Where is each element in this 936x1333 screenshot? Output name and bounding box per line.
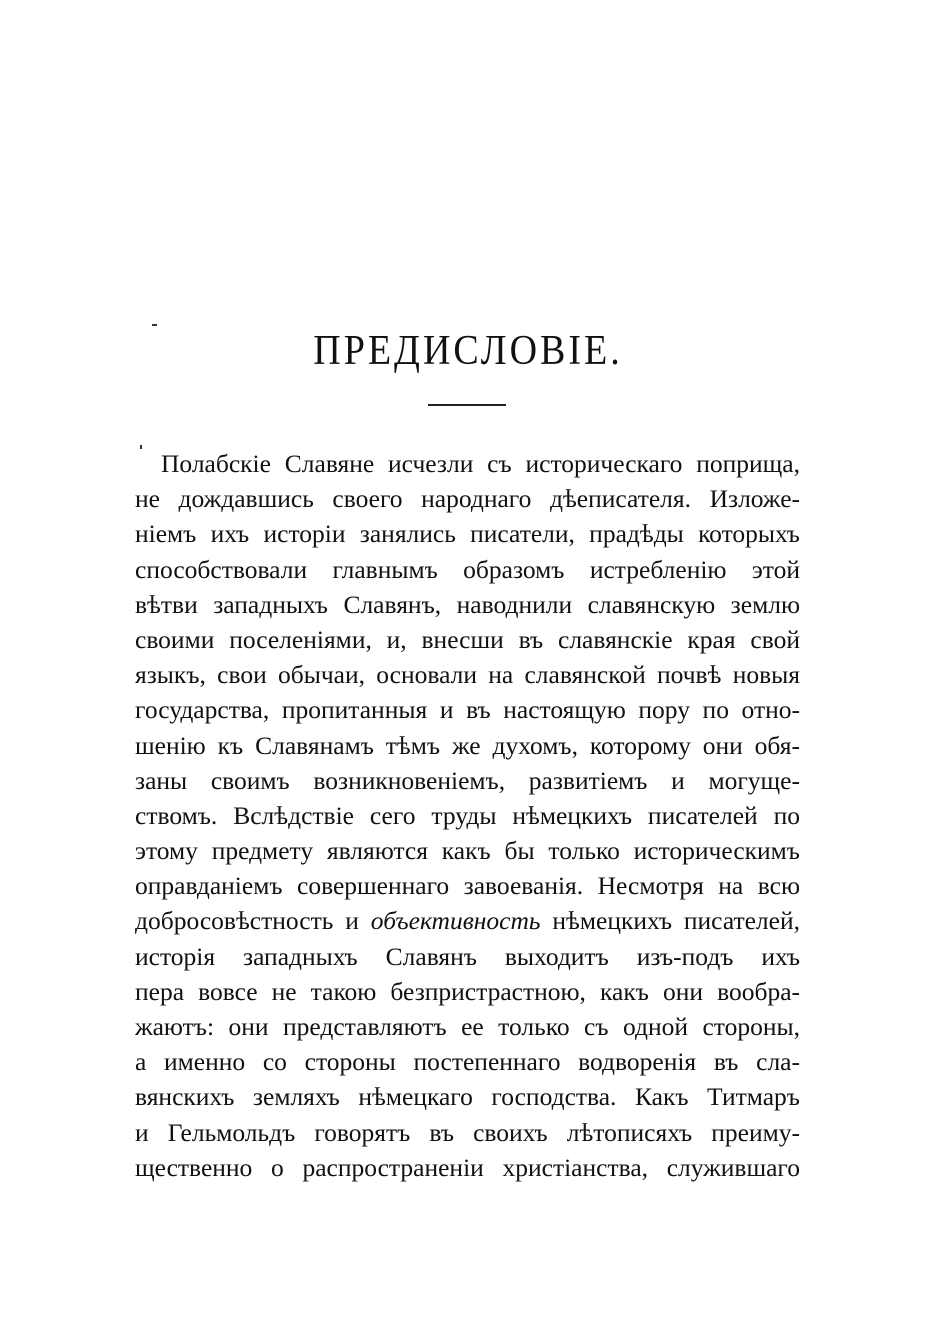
text-line: государства, пропитанныя и въ настоящую пору по отно- xyxy=(135,695,800,725)
text-line: а именно со стороны постепеннаго водворенія въ сла- xyxy=(135,1047,800,1077)
text-line: щественно о распространеніи христіанства, служившаго xyxy=(135,1152,800,1182)
title-divider xyxy=(428,404,506,406)
preface-text xyxy=(135,446,800,1185)
text-segment: добросовѣстность и xyxy=(135,906,371,936)
text-line: жаютъ: они представляютъ ее только съ одной стороны, xyxy=(135,1012,800,1041)
text-line: оправданіемъ совершеннаго завоеванія. Несмотря на всю xyxy=(135,871,800,901)
text-line: шенію къ Славянамъ тѣмъ же духомъ, которому они обя- xyxy=(135,730,800,760)
text-line: Полабскіе Славяне исчезли съ историческаго поприща, xyxy=(161,449,800,478)
text-line: исторія западныхъ Славянъ выходитъ изъ-подъ ихъ xyxy=(135,941,800,971)
emphasized-word: объективность xyxy=(370,906,541,936)
text-line: своими поселеніями, и, внесши въ славянскіе края свой xyxy=(135,624,800,654)
text-line: вянскихъ земляхъ нѣмецкаго господства. Какъ Титмаръ xyxy=(135,1082,800,1112)
text-line: и Гельмольдъ говорятъ въ своихъ лѣтописяхъ преиму- xyxy=(135,1117,800,1147)
page-title: ПРЕДИСЛОВІЕ. xyxy=(313,327,623,375)
text-line: языкъ, свои обычаи, основали на славянской почвѣ новыя xyxy=(135,660,800,690)
text-line: не дождавшись своего народнаго дѣеписателя. Изложе- xyxy=(135,484,800,514)
text-line: заны своимъ возникновеніемъ, развитіемъ и могуще- xyxy=(135,765,800,795)
text-line: вѣтви западныхъ Славянъ, наводнили славянскую землю xyxy=(135,589,800,619)
text-segment: нѣмецкихъ писателей, xyxy=(540,906,800,936)
text-line: этому предмету являются какъ бы только историческимъ xyxy=(135,836,800,866)
text-line: ствомъ. Вслѣдствіе сего труды нѣмецкихъ писателей по xyxy=(135,800,800,830)
text-line: пера вовсе не такою безпристрастною, какъ они вообра- xyxy=(135,976,800,1006)
text-line xyxy=(135,903,800,938)
text-line: способствовали главнымъ образомъ истребленію этой xyxy=(135,554,800,584)
text-line: ніемъ ихъ исторіи занялись писатели, прадѣды которыхъ xyxy=(135,519,800,549)
